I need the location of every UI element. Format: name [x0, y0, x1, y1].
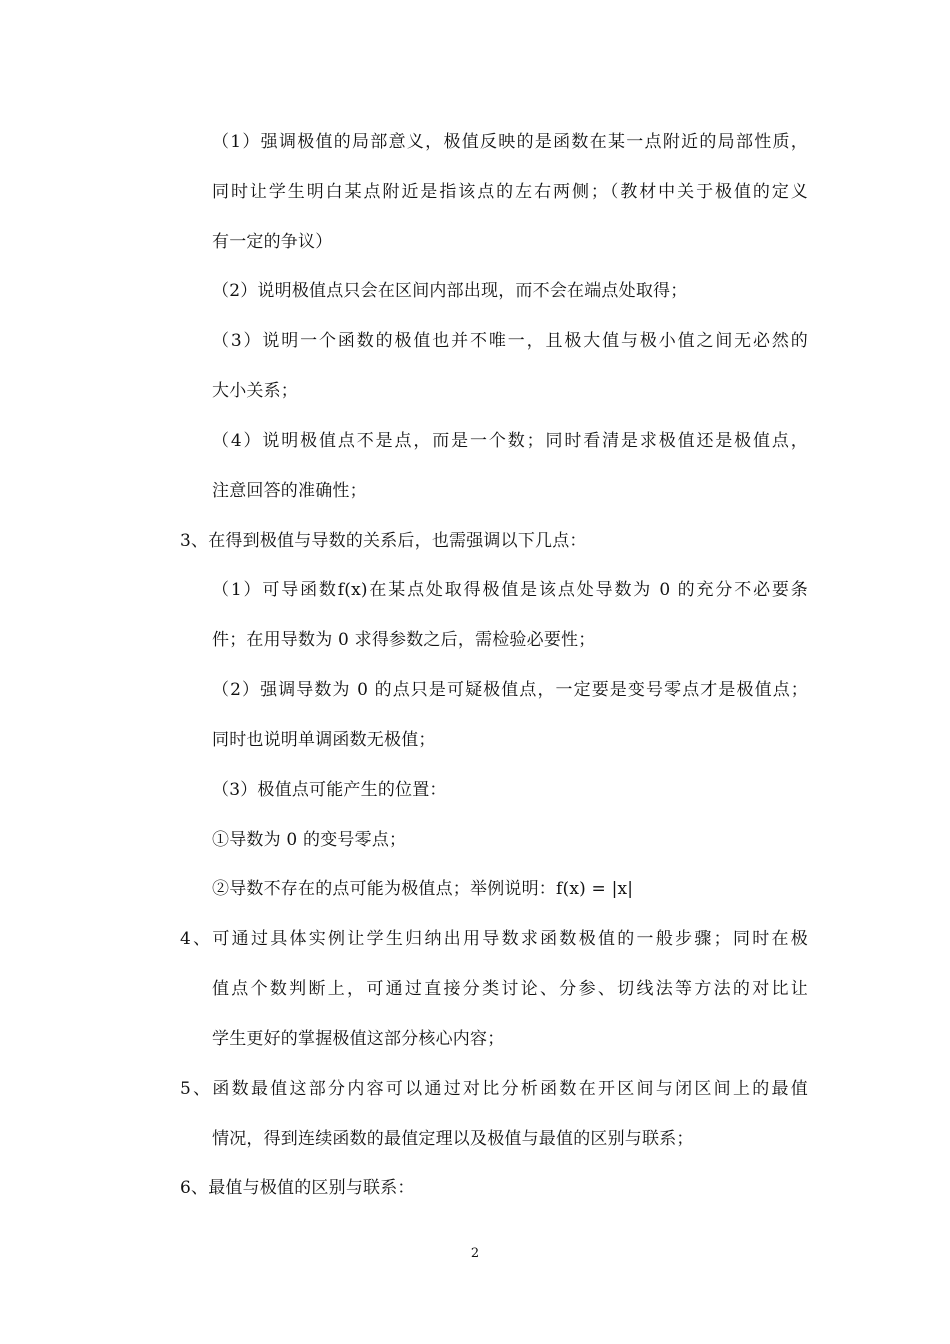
text-line: 值点个数判断上，可通过直接分类讨论、分参、切线法等方法的对比让 [212, 979, 808, 999]
text-line: 大小关系； [212, 381, 298, 401]
text-line: 同时让学生明白某点附近是指该点的左右两侧；（教材中关于极值的定义 [212, 182, 808, 202]
text-line: 同时也说明单调函数无极值； [212, 730, 436, 750]
text-line: ①导数为 0 的变号零点； [212, 830, 407, 850]
text-line: ②导数不存在的点可能为极值点；举例说明：f(x) = |x| [212, 879, 634, 899]
list-item-4: 4、可通过具体实例让学生归纳出用导数求函数极值的一般步骤；同时在极 [180, 929, 808, 949]
text-line: （1）强调极值的局部意义，极值反映的是函数在某一点附近的局部性质， [212, 132, 808, 152]
list-item-5: 5、函数最值这部分内容可以通过对比分析函数在开区间与闭区间上的最值 [180, 1079, 808, 1099]
text-line: （4）说明极值点不是点，而是一个数；同时看清是求极值还是极值点， [212, 431, 808, 451]
text-line: 学生更好的掌握极值这部分核心内容； [212, 1029, 505, 1049]
text-line: 注意回答的准确性； [212, 481, 367, 501]
text-line: （3）说明一个函数的极值也并不唯一，且极大值与极小值之间无必然的 [212, 331, 808, 351]
text-line: （3）极值点可能产生的位置： [212, 780, 447, 800]
text-line: 有一定的争议） [212, 232, 333, 252]
text-line: 情况，得到连续函数的最值定理以及极值与最值的区别与联系； [212, 1129, 694, 1149]
text-line: （2）说明极值点只会在区间内部出现，而不会在端点处取得； [212, 281, 688, 301]
list-item-3: 3、在得到极值与导数的关系后，也需强调以下几点： [180, 531, 587, 551]
text-line: （2）强调导数为 0 的点只是可疑极值点，一定要是变号零点才是极值点； [212, 680, 808, 700]
page-number: 2 [470, 1246, 480, 1261]
text-line: 件；在用导数为 0 求得参数之后，需检验必要性； [212, 630, 596, 650]
text-line: （1）可导函数f(x)在某点处取得极值是该点处导数为 0 的充分不必要条 [212, 580, 808, 600]
list-item-6: 6、最值与极值的区别与联系： [180, 1178, 415, 1198]
